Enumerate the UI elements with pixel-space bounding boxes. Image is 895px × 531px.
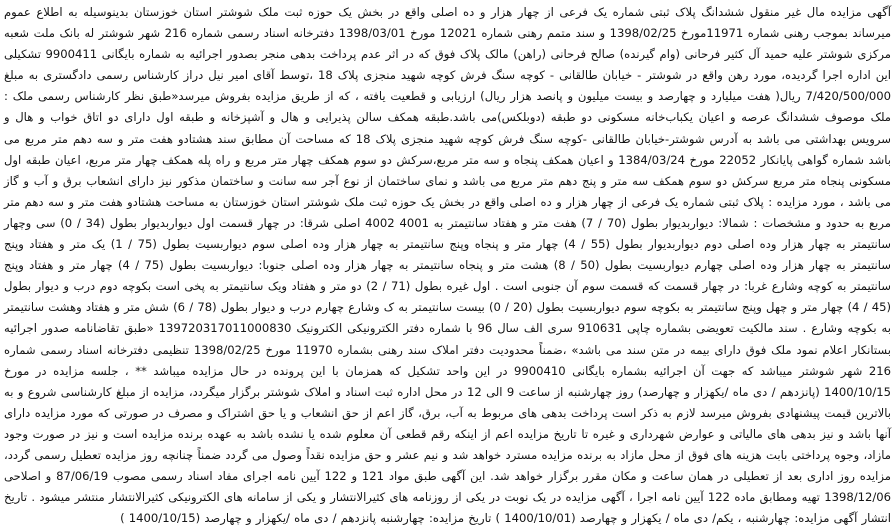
auction-notice-text: آگهی مزایده مال غیر منقول ششدانگ پلاک ثبتی شماره یک فرعی از چهار هزار و ده اصلی واقع در بخش یک حوزه ثبت ملک شوشتر استان خوزستان بدینوسیله به اطلاع عموم میرساند بموجب رهنی شماره 11971مورخ 1398/02/25 و سند متمم رهنی شماره 12021 مورخ 1398/03/01 دفترخانه اسناد رسمی شماره 216 شهر شوشتر له بانک ملت شعبه مرکزی شوشتر علیه حمید آل کثیر فرحانی (وام گیرنده) صالح فرحانی (راهن) مالک پلاک فوق که در اثر عدم پرداخت بدهی منجر بصدور اجرائیه به شماره بایگانی 9900411 تشکیلی این اداره اجرا گردیده، مورد رهن واقع در شوشتر - خیابان طالقانی - کوچه سنگ فرش کوچه شهید منجزی پلاک 18 ،توسط آقای امیر نیل دراز کارشناس رسمی دادگستری به مبلغ 7/420/500/000 ریال( هفت میلیارد و چهارصد و بیست میلیون و پانصد هزار ریال) ارزیابی و قطعیت یافته ، که از طریق مزایده بفروش میرسد«طبق نظر کارشناس رسمی ملک : ملک موصوف ششدانگ عرصه و اعیان یکباب‌خانه مسکونی دو طبقه (دوبلکس)می باشد.طبقه همکف سالن پذیرایی و هال و آشپزخانه و طبقه اول دارای دو اتاق خواب و هال و سرویس بهداشتی می باشد به آدرس شوشتر-خیابان طالقانی -کوچه سنگ فرش کوچه شهید منجزی پلاک 18 که مساحت آن مطابق سند هشتادو هفت متر و سه دهم متر مربع می باشد شماره گواهی پایانکار 22052 مورخ 1384/03/24 و اعیان همکف پنجاه و سه متر مربع،سرکش دو سوم همکف چهار متر مربع و راه پله همکف چهار متر مربع، اعیان طبقه اول مسکونی پنجاه متر مربع سرکش دو سوم همکف سه متر و پنج دهم متر مربع می باشد و نمای ساختمان از نوع آجر سه سانت و ساختمان مذکور نیز دارای انشعاب برق و آب و گاز می باشد ، مورد مزایده : پلاک ثبتی شماره یک فرعی از چهار هزار و ده اصلی واقع در بخش یک حوزه ثبت ملک شوشتر استان خوزستان به مساحت هشتادو هفت متر و سه دهم متر مربع به حدود و مشخصات : شمالا: دیواربدیوار بطول (70 / 7) هفت متر و هفتاد سانتیمتر به 4001 4002 اصلی شرقا: در چهار قسمت اول دیواربدیوار بطول (34 / 0) سی وچهار سانتیمتر به چهار هزار وده اصلی دوم دیواربدیوار بطول (55 / 4) چهار متر و پنجاه وپنج سانتیمتر به چهار هزار وده اصلی سوم دیواربسیت بطول (75 / 1) یک متر و هفتاد وپنج سانتیمتر به چهار هزار وده اصلی چهارم دیواربسیت بطول (50 / 8) هشت متر و پنجاه سانتیمتر به چهار هزار وده اصلی جنوبا: دیواربسیت بطول (75 / 4) چهار متر و هفتاد وپنج سانتیمتر به کوچه وشارع غربا: در چهار قسمت که قسمت سوم آن جنوبی است . اول غیره بطول (71 / 2) دو متر و هفتاد ویک سانتیمتر به پخی است بکوچه دوم درب و دیوار بطول (45 / 4) چهار متر و چهل وپنج سانتیمتر به بکوچه سوم دیواربسیت بطول (20 / 0) بیست سانتیمتر به ک وشارع چهارم درب و دیوار بطول (78 / 6) شش متر و هفتاد وهشت سانتیمتر به بکوچه وشارع . سند مالکیت تعویضی بشماره چاپی 910631 سری الف سال 96 با شماره دفتر الکترونیکی الکترونیک 139720317011000830 «طبق تقاضانامه صدور اجرائیه بستانکار اعلام نمود ملک فوق دارای بیمه در متن سند می باشد» ،ضمناً محدودیت دفتر املاک سند رهنی بشماره 11970 مورخ 1398/02/25 تنظیمی دفترخانه اسناد رسمی شماره 216 شهر شوشتر میباشد که جهت آن اجرائیه بشماره بایگانی 9900410 در این واحد تشکیل که همزمان با این پرونده در حال مزایده میباشد ** ، جلسه مزایده در مورخ 1400/10/15 (پانزدهم / دی ماه /یکهزار و چهارصد) روز چهارشنبه از ساعت 9 الی 12 در محل اداره ثبت اسناد و املاک شوشتر برگزار میگردد، مزایده از مبلغ کارشناسی شروع و به بالاترین قیمت پیشنهادی بفروش میرسد لازم به ذکر است پرداخت بدهی های مربوط به آب، برق، گاز اعم از حق انشعاب و یا حق اشتراک و مصرف در صورتی که مورد مزایده دارای آنها باشد و نیز بدهی های مالیاتی و عوارض شهرداری و غیره تا تاریخ مزایده اعم از اینکه رقم قطعی آن معلوم شده یا نشده باشد به عهده برنده مزایده است و نیز در صورت وجود مازاد، وجوه پرداختی بابت هزینه های فوق از محل مازاد به برنده مزایده مسترد خواهد شد و نیم عشر و حق مزایده نقداً وصول می گردد ضمناً چنانچه روز مزایده تعطیل رسمی گردد، مزایده روز اداری بعد از تعطیلی در همان ساعت و مکان مقرر برگزار خواهد شد. این آگهی طبق مواد 121 و 122 آیین نامه اجرای مفاد اسناد رسمی مصوب 87/06/19 و اصلاحی 1398/12/06 تهیه ومطابق ماده 122 آیین نامه اجرا ، آگهی مزایده در یک نوبت در یکی از روزنامه های کثیرالانتشار و یکی از سامانه های الکترونیکی کثیرالانتشار منتشر میشود . تاریخ انتشار آگهی مزایده: چهارشنبه ، یکم/ دی ماه / یکهزار و چهارصد (1400/10/01 ) تاریخ مزایده: چهارشنبه پانزدهم / دی ماه /یکهزار و چهارصد (1400/10/15 ) (4, 5, 892, 526)
